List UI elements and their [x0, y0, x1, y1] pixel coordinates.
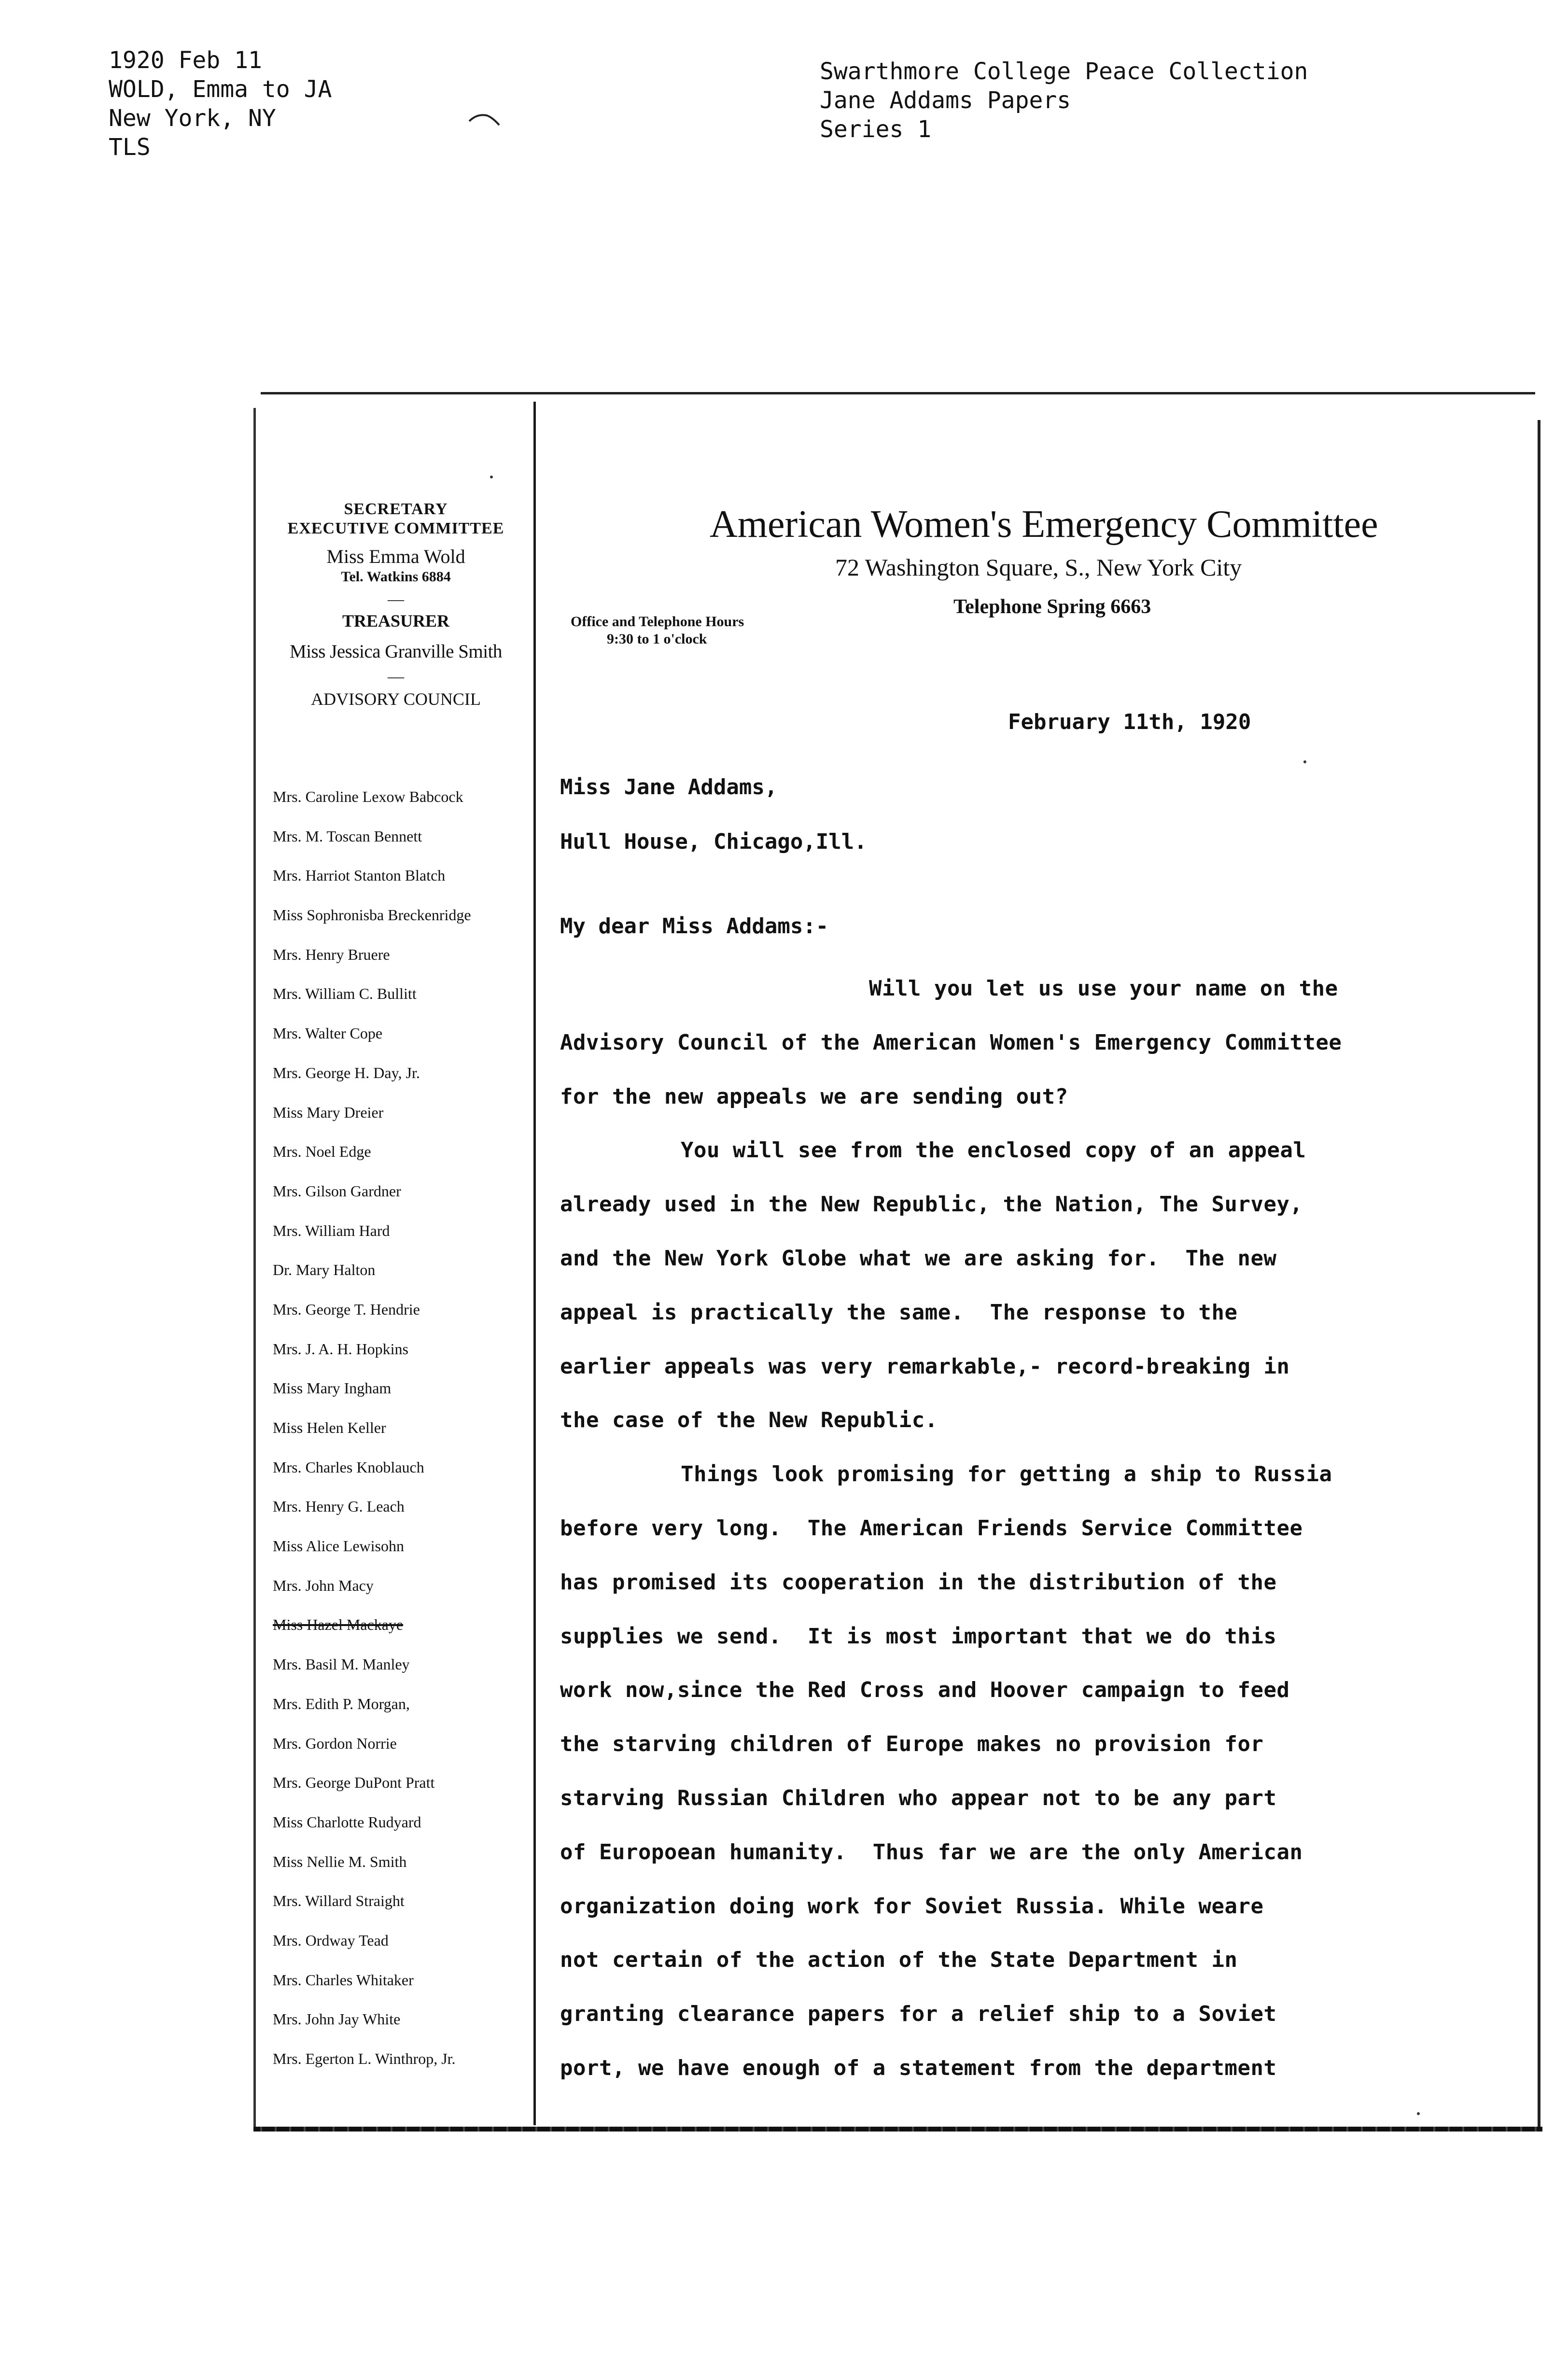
council-member: Dr. Mary Halton	[273, 1261, 376, 1279]
letter-line: organization doing work for Soviet Russia. While weare	[560, 1893, 1264, 1919]
council-member-struck: Miss Hazel Mackaye	[273, 1616, 404, 1634]
council-member: Mrs. Noel Edge	[273, 1143, 371, 1161]
council-member: Mrs. Harriot Stanton Blatch	[273, 867, 446, 884]
council-member: Miss Nellie M. Smith	[273, 1852, 407, 1870]
secretary-heading: SECRETARY	[344, 500, 448, 518]
advisory-council-list	[273, 787, 533, 2089]
stray-pen-mark	[467, 109, 506, 128]
council-member: Miss Mary Dreier	[273, 1103, 384, 1121]
council-member: Mrs. Charles Knoblauch	[273, 1458, 424, 1476]
council-member: Mrs. William C. Bullitt	[273, 985, 417, 1003]
scan-speck	[490, 476, 493, 478]
council-member: Mrs. George T. Hendrie	[273, 1300, 420, 1318]
council-member: Mrs. Gilson Gardner	[273, 1182, 401, 1200]
scan-speck	[1417, 2112, 1420, 2115]
letter-line: before very long. The American Friends Service Committee	[560, 1515, 1303, 1541]
letterhead-top-rule	[261, 392, 1535, 394]
archive-collection: Swarthmore College Peace Collection	[820, 58, 1308, 85]
council-member: Mrs. Ordway Tead	[273, 1931, 389, 1949]
sidebar-dash-1: —	[388, 590, 404, 608]
archive-correspondents: WOLD, Emma to JA	[109, 76, 332, 103]
letter-line: Advisory Council of the American Women's Emergency Committee	[560, 1030, 1342, 1055]
recipient-address: Hull House, Chicago,Ill.	[560, 829, 867, 854]
council-member: Miss Sophronisba Breckenridge	[273, 906, 471, 924]
office-hours-label: Office and Telephone Hours	[571, 614, 744, 630]
treasurer-heading: TREASURER	[342, 611, 450, 631]
treasurer-name: Miss Jessica Granville Smith	[290, 641, 502, 662]
council-member: Mrs. William Hard	[273, 1221, 390, 1239]
council-member: Mrs. Henry G. Leach	[273, 1498, 405, 1515]
council-member: Mrs. Gordon Norrie	[273, 1734, 397, 1752]
recipient-name: Miss Jane Addams,	[560, 775, 778, 799]
council-member: Miss Helen Keller	[273, 1419, 386, 1436]
letterhead-bottom-rule	[253, 2127, 1542, 2132]
letter-date: February 11th, 1920	[1008, 710, 1251, 734]
archive-place: New York, NY	[109, 105, 276, 132]
letter-line: Things look promising for getting a ship to Russia	[681, 1462, 1332, 1487]
letter-line: Will you let us use your name on the	[869, 976, 1338, 1001]
office-hours	[571, 613, 744, 648]
archive-header-right	[820, 57, 1308, 144]
council-member: Mrs. Egerton L. Winthrop, Jr.	[273, 2050, 456, 2067]
page-right-edge	[1538, 420, 1540, 2129]
council-member: Miss Alice Lewisohn	[273, 1537, 404, 1555]
council-member: Mrs. George DuPont Pratt	[273, 1774, 435, 1792]
council-member: Mrs. John Macy	[273, 1576, 374, 1594]
council-member: Mrs. M. Toscan Bennett	[273, 827, 422, 845]
council-member: Miss Mary Ingham	[273, 1379, 392, 1397]
advisory-council-heading: ADVISORY COUNCIL	[311, 689, 481, 709]
letter-line: the case of the New Republic.	[560, 1408, 938, 1433]
archive-papers: Jane Addams Papers	[820, 87, 1071, 114]
secretary-telephone: Tel. Watkins 6884	[341, 569, 451, 585]
council-member: Mrs. Charles Whitaker	[273, 1971, 414, 1989]
secretary-name: Miss Emma Wold	[326, 546, 465, 567]
letter-line: work now,since the Red Cross and Hoover campaign to feed	[560, 1678, 1290, 1703]
letter-line: granting clearance papers for a relief ship to a Soviet	[560, 2002, 1277, 2027]
council-member: Mrs. George H. Day, Jr.	[273, 1064, 420, 1081]
organization-name: American Women's Emergency Committee	[710, 503, 1378, 546]
letterhead-sidebar	[261, 500, 531, 709]
archive-doc-type: TLS	[109, 134, 151, 161]
archive-date: 1920 Feb 11	[109, 47, 262, 74]
scan-speck	[1303, 760, 1306, 763]
letter-line: earlier appeals was very remarkable,- record-breaking in	[560, 1354, 1290, 1379]
office-hours-time: 9:30 to 1 o'clock	[607, 631, 707, 647]
council-member: Mrs. Willard Straight	[273, 1892, 405, 1910]
letter-line: starving Russian Children who appear not to be any part	[560, 1785, 1277, 1810]
council-member: Mrs. John Jay White	[273, 2010, 401, 2028]
letter-line: You will see from the enclosed copy of an appeal	[681, 1138, 1306, 1163]
letter-line: for the new appeals we are sending out?	[560, 1084, 1068, 1109]
letter-line: has promised its cooperation in the distribution of the	[560, 1570, 1277, 1595]
organization-address: 72 Washington Square, S., New York City	[835, 554, 1242, 581]
executive-committee-heading: EXECUTIVE COMMITTEE	[287, 519, 504, 537]
council-member: Mrs. Caroline Lexow Babcock	[273, 788, 463, 805]
letter-line: already used in the New Republic, the Nation, The Survey,	[560, 1192, 1303, 1217]
council-member: Mrs. J. A. H. Hopkins	[273, 1340, 408, 1358]
letter-line: appeal is practically the same. The response to the	[560, 1300, 1238, 1325]
sidebar-dash-2: —	[388, 668, 404, 686]
letter-line: supplies we send. It is most important that we do this	[560, 1624, 1277, 1649]
letter-line: and the New York Globe what we are asking for. The new	[560, 1246, 1277, 1271]
letter-line: not certain of the action of the State Department in	[560, 1948, 1238, 1973]
letter-line: the starving children of Europe makes no provision for	[560, 1732, 1264, 1757]
organization-telephone: Telephone Spring 6663	[953, 596, 1151, 618]
archive-header-left	[109, 46, 332, 162]
council-member: Mrs. Henry Bruere	[273, 945, 390, 963]
archive-series: Series 1	[820, 116, 932, 143]
sidebar-divider	[533, 402, 536, 2125]
page-left-edge	[253, 408, 256, 2127]
council-member: Miss Charlotte Rudyard	[273, 1813, 421, 1831]
letter-line: of Europoean humanity. Thus far we are the only American	[560, 1839, 1303, 1865]
letter-body	[560, 975, 1521, 2109]
council-member: Mrs. Walter Cope	[273, 1024, 383, 1042]
council-member: Mrs. Edith P. Morgan,	[273, 1695, 410, 1712]
salutation: My dear Miss Addams:-	[560, 914, 829, 939]
council-member: Mrs. Basil M. Manley	[273, 1655, 410, 1673]
letter-line: port, we have enough of a statement from the department	[560, 2055, 1277, 2080]
